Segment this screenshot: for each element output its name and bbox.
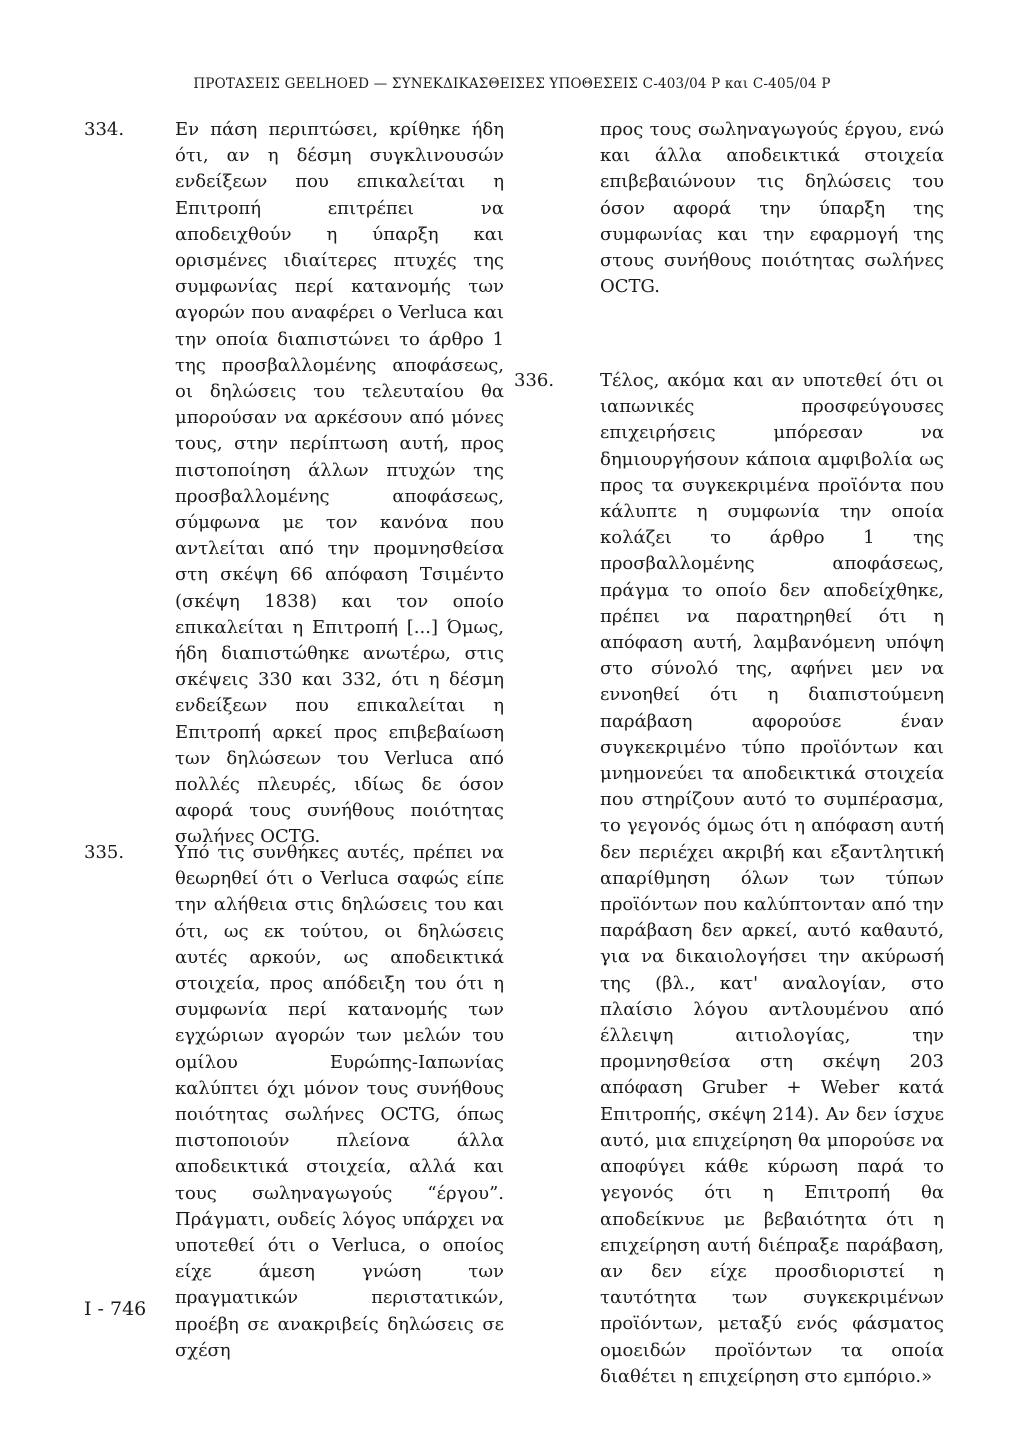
running-header: ΠΡΟΤΑΣΕΙΣ GEELHOED — ΣΥΝΕΚΔΙΚΑΣΘΕΙΣΕΣ ΥΠΟΘΕΣΕΙΣ C-403/04 P και C-405/04 P [193,76,831,92]
paragraph-text: προς τους σωληναγωγούς έργου, ενώ και άλλα αποδεικτικά στοιχεία επιβεβαιώνουν τις δηλώσεις του όσον αφορά την ύπαρξη της συμφωνίας και την εφαρμογή της στους συνήθους ποιότητας σωλήνες OCTG. [600,119,944,298]
paragraph-text: Εν πάση περιπτώσει, κρίθηκε ήδη ότι, αν η δέσμη συγκλινουσών ενδείξεων που επικαλείται η Επιτροπή επιτρέπει να αποδειχθούν η ύπαρξη και ορισμένες ιδιαίτερες πτυχές της συμφωνίας περί κατανομής των αγορών που αναφέρει ο Verluca και την οποία διαπιστώνει το άρθρο 1 της προσβαλλομένης αποφάσεως, οι δηλώσεις του τελευταίου θα μπορούσαν να αρκέσουν από μόνες τους, στην περίπτωση αυτή, προς πιστοποίηση άλλων πτυχών της προσβαλλομένης αποφάσεως, σύμφωνα με τον κανόνα που αντλείται από την προμνησθείσα στη σκέψη 66 απόφαση Τσιμέντο (σκέψη 1838) και τον οποίο επικαλείται η Επιτροπή [...] Όμως, ήδη διαπιστώθηκε ανωτέρω, στις σκέψεις 330 και 332, ότι η δέσμη ενδείξεων που επικαλείται η Επιτροπή αρκεί προς επιβεβαίωση των δηλώσεων του Verluca από πολλές πλευρές, ιδίως δε όσον αφορά τους συνήθους ποιότητας σωλήνες OCTG. [175,119,504,848]
paragraph-number: 336. [514,370,555,391]
paragraph-number: 334. [84,119,125,140]
paragraph-text: Υπό τις συνθήκες αυτές, πρέπει να θεωρηθεί ότι ο Verluca σαφώς είπε την αλήθεια στις δηλώσεις του και ότι, ως εκ τούτου, οι δηλώσεις αυτές αρκούν, ως αποδεικτικά στοιχεία, προς απόδειξη του ότι η συμφωνία περί κατανομής των εγχώριων αγορών των μελών του ομίλου Ευρώπης-Ιαπωνίας καλύπτει όχι μόνον τους συνήθους ποιότητας σωλήνες OCTG, όπως πιστοποιούν πλείονα άλλα αποδεικτικά στοιχεία, αλλά και τους σωληναγωγούς “έργου”. Πράγματι, ουδείς λόγος υπάρχει να υποτεθεί ότι ο Verluca, ο οποίος είχε άμεση γνώση των πραγματικών περιστατικών, προέβη σε ανακριβείς δηλώσεις σε σχέση [175,842,504,1361]
page-number: I - 746 [84,1298,147,1320]
paragraph-text: Τέλος, ακόμα και αν υποτεθεί ότι οι ιαπωνικές προσφεύγουσες επιχειρήσεις μπόρεσαν να δημιουργήσουν κάποια αμφιβολία ως προς τα συγκεκριμένα προϊόντα που κάλυπτε η συμφωνία την οποία κολάζει το άρθρο 1 της προσβαλλομένης αποφάσεως, πράγμα το οποίο δεν αποδείχθηκε, πρέπει να παρατηρηθεί ότι η απόφαση αυτή, λαμβανόμενη υπόψη στο σύνολό της, αφήνει μεν να εννοηθεί ότι η διαπιστούμενη παράβαση αφορούσε έναν συγκεκριμένο τύπο προϊόντων και μνημονεύει τα αποδεικτικά στοιχεία που στηρίζουν αυτό το συμπέρασμα, το γεγονός όμως ότι η απόφαση αυτή δεν περιέχει ακριβή και εξαντλητική απαρίθμηση όλων των τύπων προϊόντων που καλύπτονταν από την παράβαση δεν αρκεί, αυτό καθαυτό, για να δικαιολογήσει την ακύρωσή της (βλ., κατ' αναλογίαν, στο πλαίσιο λόγου αντλουμένου από έλλειψη αιτιολογίας, την προμνησθείσα στη σκέψη 203 απόφαση Gruber + Weber κατά Επιτροπής, σκέψη 214). Αν δεν ίσχυε αυτό, μια επιχείρηση θα μπορούσε να αποφύγει κάθε κύρωση παρά το γεγονός ότι η Επιτροπή θα αποδείκνυε με βεβαιότητα ότι η επιχείρηση αυτή διέπραξε παράβαση, αν δεν είχε προσδιοριστεί η ταυτότητα των συγκεκριμένων προϊόντων, μεταξύ ενός φάσματος ομοειδών προϊόντων τα οποία διαθέτει η επιχείρηση στο εμπόριο.» [600,370,944,1387]
paragraph-number: 335. [84,842,125,863]
